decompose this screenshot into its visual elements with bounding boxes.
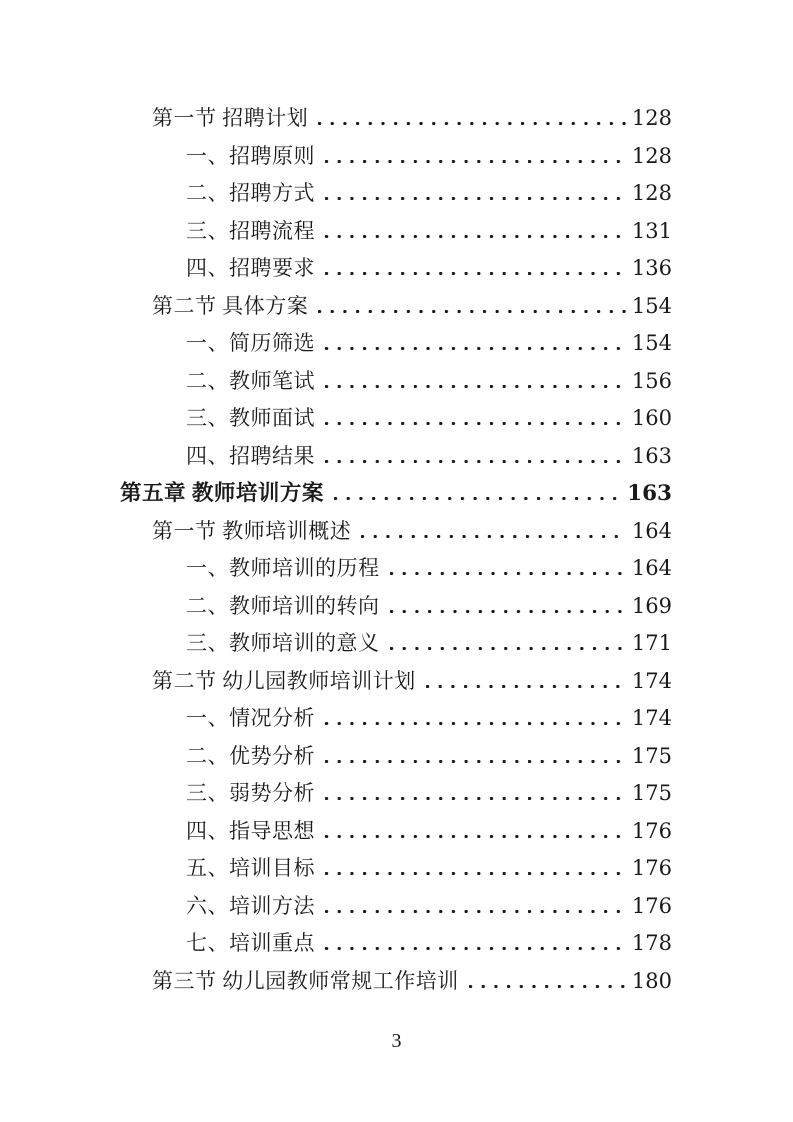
toc-entry-page: 175 — [631, 743, 672, 768]
toc-entry-page: 171 — [631, 631, 672, 655]
dot-leader — [325, 385, 626, 388]
toc-entry — [120, 363, 672, 401]
toc-entry-page: 128 — [631, 181, 672, 205]
dot-leader — [390, 572, 626, 575]
toc-entry-title: 第一节 教师培训概述 — [152, 518, 352, 543]
toc-entry-title: 六、培训方法 — [186, 893, 315, 918]
toc-entry-page: 176 — [631, 818, 672, 843]
toc-entry-title: 二、教师笔试 — [186, 368, 315, 393]
dot-leader — [318, 310, 626, 313]
dot-leader — [325, 722, 626, 725]
toc-entry — [120, 513, 672, 551]
dot-leader — [469, 985, 626, 988]
dot-leader — [325, 910, 626, 913]
dot-leader — [325, 947, 626, 950]
toc-entry — [120, 813, 672, 851]
toc-entry — [120, 138, 672, 176]
toc-entry-page: 174 — [631, 668, 672, 693]
toc-entry-title: 第三节 幼儿园教师常规工作培训 — [152, 968, 459, 993]
toc-entry — [120, 288, 672, 326]
dot-leader — [325, 160, 626, 163]
toc-entry — [120, 475, 672, 513]
toc-entry-title: 一、招聘原则 — [186, 143, 315, 168]
toc-entry-page: 154 — [631, 331, 672, 355]
dot-leader — [334, 497, 621, 500]
dot-leader — [325, 235, 626, 238]
toc-entry — [120, 738, 672, 776]
toc-entry — [120, 850, 672, 888]
dot-leader — [325, 347, 626, 350]
toc-entry-page: 175 — [631, 781, 672, 805]
toc-entry-page: 131 — [631, 218, 672, 243]
dot-leader — [325, 797, 626, 800]
toc-entry-title: 二、招聘方式 — [186, 181, 315, 205]
toc-entry — [120, 588, 672, 626]
toc-entry-page: 154 — [631, 293, 672, 318]
toc-entry — [120, 325, 672, 363]
toc-entry — [120, 775, 672, 813]
dot-leader — [325, 760, 626, 763]
page-number: 3 — [391, 1030, 402, 1052]
dot-leader — [325, 460, 626, 463]
toc-entry-title: 四、指导思想 — [186, 818, 315, 843]
toc-entry-title: 七、培训重点 — [186, 931, 315, 955]
toc-entry-title: 三、教师面试 — [186, 406, 315, 430]
toc-entry — [120, 100, 672, 138]
toc-entry-title: 一、情况分析 — [186, 706, 315, 730]
toc-entry-title: 一、教师培训的历程 — [186, 556, 380, 580]
toc-entry-page: 176 — [631, 893, 672, 918]
toc-entry — [120, 663, 672, 701]
toc-entry-title: 三、招聘流程 — [186, 218, 315, 243]
toc-entry-page: 176 — [631, 856, 672, 880]
toc-entry — [120, 213, 672, 251]
dot-leader — [390, 610, 626, 613]
toc-entry-page: 136 — [631, 256, 672, 280]
toc-entry — [120, 550, 672, 588]
toc-entry-title: 五、培训目标 — [186, 856, 315, 880]
toc-entry-page: 180 — [631, 968, 672, 993]
toc-entry-title: 第二节 具体方案 — [152, 293, 309, 318]
toc-entry-title: 三、教师培训的意义 — [186, 631, 380, 655]
toc-entry — [120, 700, 672, 738]
toc-entry-title: 四、招聘结果 — [186, 443, 315, 468]
toc-entry — [120, 400, 672, 438]
toc-entry-title: 第二节 幼儿园教师培训计划 — [152, 668, 416, 693]
toc-entry-page: 169 — [631, 593, 672, 618]
dot-leader — [361, 535, 626, 538]
toc-entry-page: 160 — [631, 406, 672, 430]
toc-entry-title: 四、招聘要求 — [186, 256, 315, 280]
toc-entry-page: 128 — [631, 143, 672, 168]
toc-entry — [120, 438, 672, 476]
dot-leader — [325, 272, 626, 275]
toc-entry-title: 二、优势分析 — [186, 743, 315, 768]
toc-entry-page: 164 — [631, 518, 672, 543]
toc-entry-page: 178 — [631, 931, 672, 955]
toc-entry — [120, 625, 672, 663]
toc-entry-title: 第一节 招聘计划 — [152, 106, 309, 130]
dot-leader — [325, 872, 626, 875]
toc-entry-page: 156 — [631, 368, 672, 393]
toc-entry — [120, 250, 672, 288]
toc-entry-title: 一、简历筛选 — [186, 331, 315, 355]
toc-entry — [120, 888, 672, 926]
toc-list — [120, 100, 672, 1000]
dot-leader — [318, 122, 626, 125]
toc-entry-title: 三、弱势分析 — [186, 781, 315, 805]
dot-leader — [325, 197, 626, 200]
toc-entry — [120, 175, 672, 213]
toc-entry — [120, 963, 672, 1001]
toc-entry-page: 163 — [631, 443, 672, 468]
toc-entry — [120, 925, 672, 963]
toc-entry-page: 163 — [627, 481, 672, 506]
toc-entry-page: 174 — [631, 706, 672, 730]
toc-entry-page: 128 — [631, 106, 672, 130]
dot-leader — [325, 835, 626, 838]
toc-entry-page: 164 — [631, 556, 672, 580]
dot-leader — [325, 422, 626, 425]
dot-leader — [390, 647, 626, 650]
toc-entry-title: 第五章 教师培训方案 — [120, 481, 324, 505]
toc-entry-title: 二、教师培训的转向 — [186, 593, 380, 618]
dot-leader — [426, 685, 626, 688]
